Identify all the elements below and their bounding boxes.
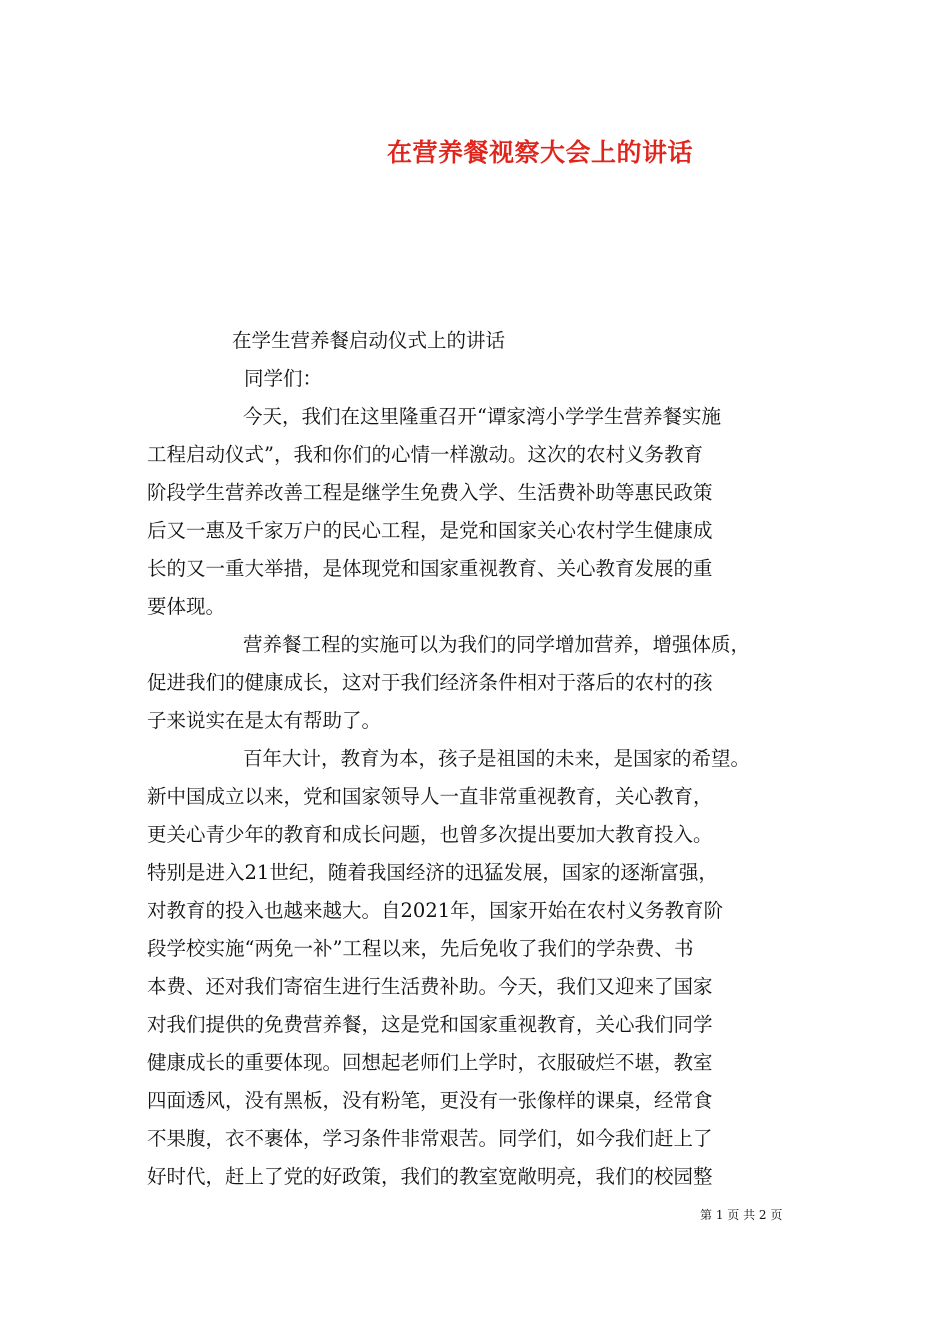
paragraph-line: 促进我们的健康成长，这对于我们经济条件相对于落后的农村的孩 [147,671,713,694]
paragraph-line: 工程启动仪式”，我和你们的心情一样激动。这次的农村义务教育 [147,443,703,466]
paragraph-line: 今天，我们在这里隆重召开“谭家湾小学学生营养餐实施 [243,405,721,428]
paragraph-3 [147,740,807,1196]
page-number: 第 1 页 共 2 页 [700,1208,783,1222]
paragraph-line: 特别是进入21世纪，随着我国经济的迅猛发展，国家的逐渐富强， [147,861,718,884]
paragraph-line: 段学校实施“两免一补”工程以来，先后免收了我们的学杂费、书 [147,937,694,960]
paragraph-line: 健康成长的重要体现。回想起老师们上学时，衣服破烂不堪，教室 [147,1051,713,1074]
document-body [147,322,807,1196]
paragraph-line: 阶段学生营养改善工程是继学生免费入学、生活费补助等惠民政策 [147,481,713,504]
paragraph-2 [147,626,807,740]
paragraph-line: 对我们提供的免费营养餐，这是党和国家重视教育，关心我们同学 [147,1013,713,1036]
greeting: 同学们： [244,367,323,390]
paragraph-line: 更关心青少年的教育和成长问题，也曾多次提出要加大教育投入。 [147,823,713,846]
document-title: 在营养餐视察大会上的讲话 [386,138,693,167]
paragraph-line: 新中国成立以来，党和国家领导人一直非常重视教育，关心教育， [147,785,713,808]
paragraph-line: 长的又一重大举措，是体现党和国家重视教育、关心教育发展的重 [147,557,713,580]
paragraph-1 [147,398,807,626]
paragraph-line: 营养餐工程的实施可以为我们的同学增加营养，增强体质， [243,633,751,656]
paragraph-line: 百年大计，教育为本，孩子是祖国的未来，是国家的希望。 [243,747,751,770]
document-subtitle: 在学生营养餐启动仪式上的讲话 [232,329,506,352]
paragraph-line: 要体现。 [147,595,226,618]
paragraph-line: 对教育的投入也越来越大。自2021年，国家开始在农村义务教育阶 [147,899,724,922]
paragraph-line: 后又一惠及千家万户的民心工程，是党和国家关心农村学生健康成 [147,519,713,542]
paragraph-line: 好时代，赶上了党的好政策，我们的教室宽敞明亮，我们的校园整 [147,1165,713,1188]
paragraph-line: 子来说实在是太有帮助了。 [147,709,382,732]
paragraph-line: 不果腹，衣不裹体，学习条件非常艰苦。同学们，如今我们赶上了 [147,1127,713,1150]
paragraph-line: 四面透风，没有黑板，没有粉笔，更没有一张像样的课桌，经常食 [147,1089,713,1112]
paragraph-line: 本费、还对我们寄宿生进行生活费补助。今天，我们又迎来了国家 [147,975,713,998]
